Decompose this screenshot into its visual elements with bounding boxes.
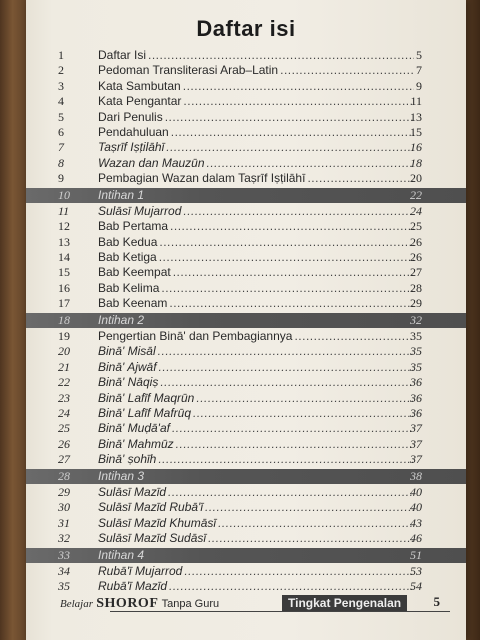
toc-number: 18 xyxy=(58,312,70,327)
toc-number: 29 xyxy=(58,484,70,499)
toc-title: Binā' Muḍā'af xyxy=(98,421,170,436)
toc-row xyxy=(26,281,466,296)
toc-number: 17 xyxy=(58,296,70,311)
toc-title-cell xyxy=(98,452,414,467)
toc-row xyxy=(26,250,466,265)
toc-number: 16 xyxy=(58,280,70,295)
toc-page: 36 xyxy=(410,405,422,420)
toc-number: 32 xyxy=(58,531,70,546)
toc-title: Rubā'ī Mujarrod xyxy=(98,563,183,578)
toc-title-cell xyxy=(98,235,414,250)
toc-row xyxy=(26,485,466,500)
toc-number: 4 xyxy=(58,94,64,109)
toc-page: 37 xyxy=(410,452,422,467)
toc-number: 23 xyxy=(58,390,70,405)
wood-background-left xyxy=(0,0,28,640)
toc-row xyxy=(26,219,466,234)
toc-title: Pendahuluan xyxy=(98,124,169,139)
toc-title-cell xyxy=(98,421,414,436)
toc-page: 22 xyxy=(410,187,422,202)
toc-page: 5 xyxy=(416,48,422,62)
toc-row xyxy=(26,156,466,171)
toc-row xyxy=(26,140,466,155)
toc-title: Bab Kelima xyxy=(98,280,160,295)
toc-number: 28 xyxy=(58,468,70,483)
toc-row xyxy=(26,360,466,375)
toc-title-cell xyxy=(98,204,414,219)
toc-title: Dari Penulis xyxy=(98,109,163,124)
toc-page: 38 xyxy=(410,468,422,483)
toc-row xyxy=(26,344,466,359)
toc-title-cell xyxy=(98,344,414,359)
toc-title: Intihan 2 xyxy=(98,312,145,327)
toc-page: 40 xyxy=(410,500,422,515)
toc-title: Sulāsī Mazīd Sudāsī xyxy=(98,531,207,546)
toc-row xyxy=(26,94,466,109)
toc-title-cell xyxy=(98,564,414,579)
toc-row xyxy=(26,110,466,125)
toc-title-cell xyxy=(98,110,414,125)
toc-page: 35 xyxy=(410,344,422,359)
toc-number: 19 xyxy=(58,329,70,344)
toc-row xyxy=(26,500,466,515)
level-badge: Tingkat Pengenalan xyxy=(282,595,407,611)
toc-number: 7 xyxy=(58,140,64,155)
toc-title-cell xyxy=(98,469,414,484)
toc-number: 12 xyxy=(58,219,70,234)
toc-page: 18 xyxy=(410,155,422,170)
toc-number: 9 xyxy=(58,171,64,186)
toc-title-cell xyxy=(98,437,414,452)
toc-title: Daftar Isi xyxy=(98,48,147,62)
toc-page: 46 xyxy=(410,531,422,546)
toc-section-row xyxy=(26,469,466,484)
toc-title-cell xyxy=(98,548,414,563)
toc-title: Sulāsī Mazīd xyxy=(98,484,167,499)
toc-title: Intihan 1 xyxy=(98,187,145,202)
table-of-contents xyxy=(26,48,466,595)
toc-title-cell xyxy=(98,171,414,186)
toc-number: 11 xyxy=(58,203,70,218)
toc-title-cell xyxy=(98,360,414,375)
brand-script: Belajar xyxy=(60,598,93,610)
brand-subtitle: Tanpa Guru xyxy=(161,598,220,610)
toc-page: 51 xyxy=(410,547,422,562)
toc-row xyxy=(26,391,466,406)
toc-number: 10 xyxy=(58,187,70,202)
toc-title-cell xyxy=(98,79,414,94)
book-page xyxy=(26,0,466,640)
toc-number: 20 xyxy=(58,344,70,359)
toc-page: 29 xyxy=(410,296,422,311)
toc-title: Bab Kedua xyxy=(98,234,158,249)
toc-title: Bab Pertama xyxy=(98,219,169,234)
toc-title-cell xyxy=(98,188,414,203)
toc-page: 24 xyxy=(410,203,422,218)
toc-page: 26 xyxy=(410,234,422,249)
toc-title: Sulāsī Mujarrod xyxy=(98,203,182,218)
toc-page: 16 xyxy=(410,140,422,155)
toc-title-cell xyxy=(98,48,414,63)
toc-row xyxy=(26,63,466,78)
toc-page: 25 xyxy=(410,219,422,234)
toc-row xyxy=(26,516,466,531)
toc-number: 33 xyxy=(58,547,70,562)
toc-page: 37 xyxy=(410,421,422,436)
toc-number: 31 xyxy=(58,515,70,530)
toc-number: 13 xyxy=(58,234,70,249)
toc-title: Bab Keenam xyxy=(98,296,168,311)
toc-number: 5 xyxy=(58,109,64,124)
toc-title: Pembagian Wazan dalam Taṣrīf Iṣṭilāhī xyxy=(98,171,306,186)
toc-number: 14 xyxy=(58,250,70,265)
toc-title-cell xyxy=(98,313,414,328)
toc-number: 35 xyxy=(58,579,70,594)
toc-title: Binā' ṣohīh xyxy=(98,452,157,467)
toc-title-cell xyxy=(98,250,414,265)
toc-row xyxy=(26,204,466,219)
toc-title: Taṣrīf Iṣṭilāhī xyxy=(98,140,165,155)
toc-title-cell xyxy=(98,485,414,500)
toc-number: 21 xyxy=(58,359,70,374)
toc-number: 25 xyxy=(58,421,70,436)
toc-number: 26 xyxy=(58,436,70,451)
page-title: Daftar isi xyxy=(196,16,296,41)
toc-page: 43 xyxy=(410,515,422,530)
toc-page: 11 xyxy=(410,94,422,109)
toc-row xyxy=(26,296,466,311)
toc-page: 35 xyxy=(410,329,422,344)
toc-number: 22 xyxy=(58,375,70,390)
toc-title: Pedoman Transliterasi Arab–Latin xyxy=(98,63,279,78)
toc-page: 37 xyxy=(410,436,422,451)
toc-title-cell xyxy=(98,329,414,344)
toc-page: 32 xyxy=(410,312,422,327)
toc-number: 2 xyxy=(58,63,64,78)
toc-row xyxy=(26,437,466,452)
toc-title: Binā' Ajwāf xyxy=(98,359,157,374)
toc-title-cell xyxy=(98,281,414,296)
toc-page: 13 xyxy=(410,109,422,124)
toc-number: 15 xyxy=(58,265,70,280)
toc-row xyxy=(26,421,466,436)
toc-number: 24 xyxy=(58,405,70,420)
toc-row xyxy=(26,375,466,390)
toc-title: Binā' Lafīf Maqrūn xyxy=(98,390,195,405)
toc-title-cell xyxy=(98,375,414,390)
toc-row xyxy=(26,564,466,579)
toc-title-cell xyxy=(98,219,414,234)
toc-title-cell xyxy=(98,391,414,406)
toc-title: Pengertian Binā' dan Pembagiannya xyxy=(98,329,293,344)
toc-title: Binā' Nāqiṣ xyxy=(98,375,159,390)
toc-title: Binā' Misāl xyxy=(98,344,156,359)
toc-title-cell xyxy=(98,406,414,421)
toc-row xyxy=(26,125,466,140)
toc-title: Bab Keempat xyxy=(98,265,171,280)
toc-row xyxy=(26,452,466,467)
book-brand xyxy=(60,595,219,612)
toc-title: Kata Pengantar xyxy=(98,94,182,109)
page-footer xyxy=(60,593,450,617)
toc-title: Intihan 4 xyxy=(98,547,145,562)
toc-number: 8 xyxy=(58,155,64,170)
toc-title-cell xyxy=(98,156,414,171)
toc-row xyxy=(26,329,466,344)
toc-title-cell xyxy=(98,63,414,78)
toc-page: 35 xyxy=(410,359,422,374)
toc-row xyxy=(26,48,466,63)
toc-title: Wazan dan Mauzūn xyxy=(98,155,205,170)
toc-page: 54 xyxy=(410,579,422,594)
toc-title: Binā' Lafīf Mafrūq xyxy=(98,405,192,420)
toc-section-row xyxy=(26,188,466,203)
toc-row xyxy=(26,531,466,546)
toc-page: 36 xyxy=(410,390,422,405)
toc-page: 36 xyxy=(410,375,422,390)
toc-title-cell xyxy=(98,265,414,280)
toc-title: Sulāsī Mazīd Rubā'ī xyxy=(98,500,204,515)
toc-section-row xyxy=(26,313,466,328)
toc-page: 28 xyxy=(410,280,422,295)
toc-page: 53 xyxy=(410,563,422,578)
toc-number: 30 xyxy=(58,500,70,515)
toc-title-cell xyxy=(98,531,414,546)
toc-row xyxy=(26,79,466,94)
toc-title: Intihan 3 xyxy=(98,468,145,483)
toc-page: 26 xyxy=(410,250,422,265)
toc-page: 40 xyxy=(410,484,422,499)
toc-page: 9 xyxy=(416,78,422,93)
toc-title-cell xyxy=(98,296,414,311)
toc-number: 3 xyxy=(58,78,64,93)
toc-title: Rubā'ī Mazīd xyxy=(98,579,167,594)
toc-title: Binā' Mahmūz xyxy=(98,436,174,451)
toc-title: Sulāsī Mazīd Khumāsī xyxy=(98,515,217,530)
page-number: 5 xyxy=(433,594,440,609)
toc-number: 34 xyxy=(58,563,70,578)
toc-title-cell xyxy=(98,500,414,515)
toc-page: 27 xyxy=(410,265,422,280)
toc-number: 6 xyxy=(58,124,64,139)
toc-section-row xyxy=(26,548,466,563)
toc-number: 27 xyxy=(58,452,70,467)
toc-number: 1 xyxy=(58,48,64,62)
toc-title-cell xyxy=(98,140,414,155)
toc-row xyxy=(26,171,466,186)
toc-page: 15 xyxy=(410,124,422,139)
toc-title-cell xyxy=(98,516,414,531)
toc-title: Bab Ketiga xyxy=(98,250,157,265)
toc-page: 20 xyxy=(410,171,422,186)
toc-page: 7 xyxy=(416,63,422,78)
toc-title: Kata Sambutan xyxy=(98,78,181,93)
toc-row xyxy=(26,265,466,280)
toc-row xyxy=(26,406,466,421)
toc-title-cell xyxy=(98,94,414,109)
toc-title-cell xyxy=(98,125,414,140)
toc-row xyxy=(26,235,466,250)
brand-title: SHOROF xyxy=(96,596,159,611)
